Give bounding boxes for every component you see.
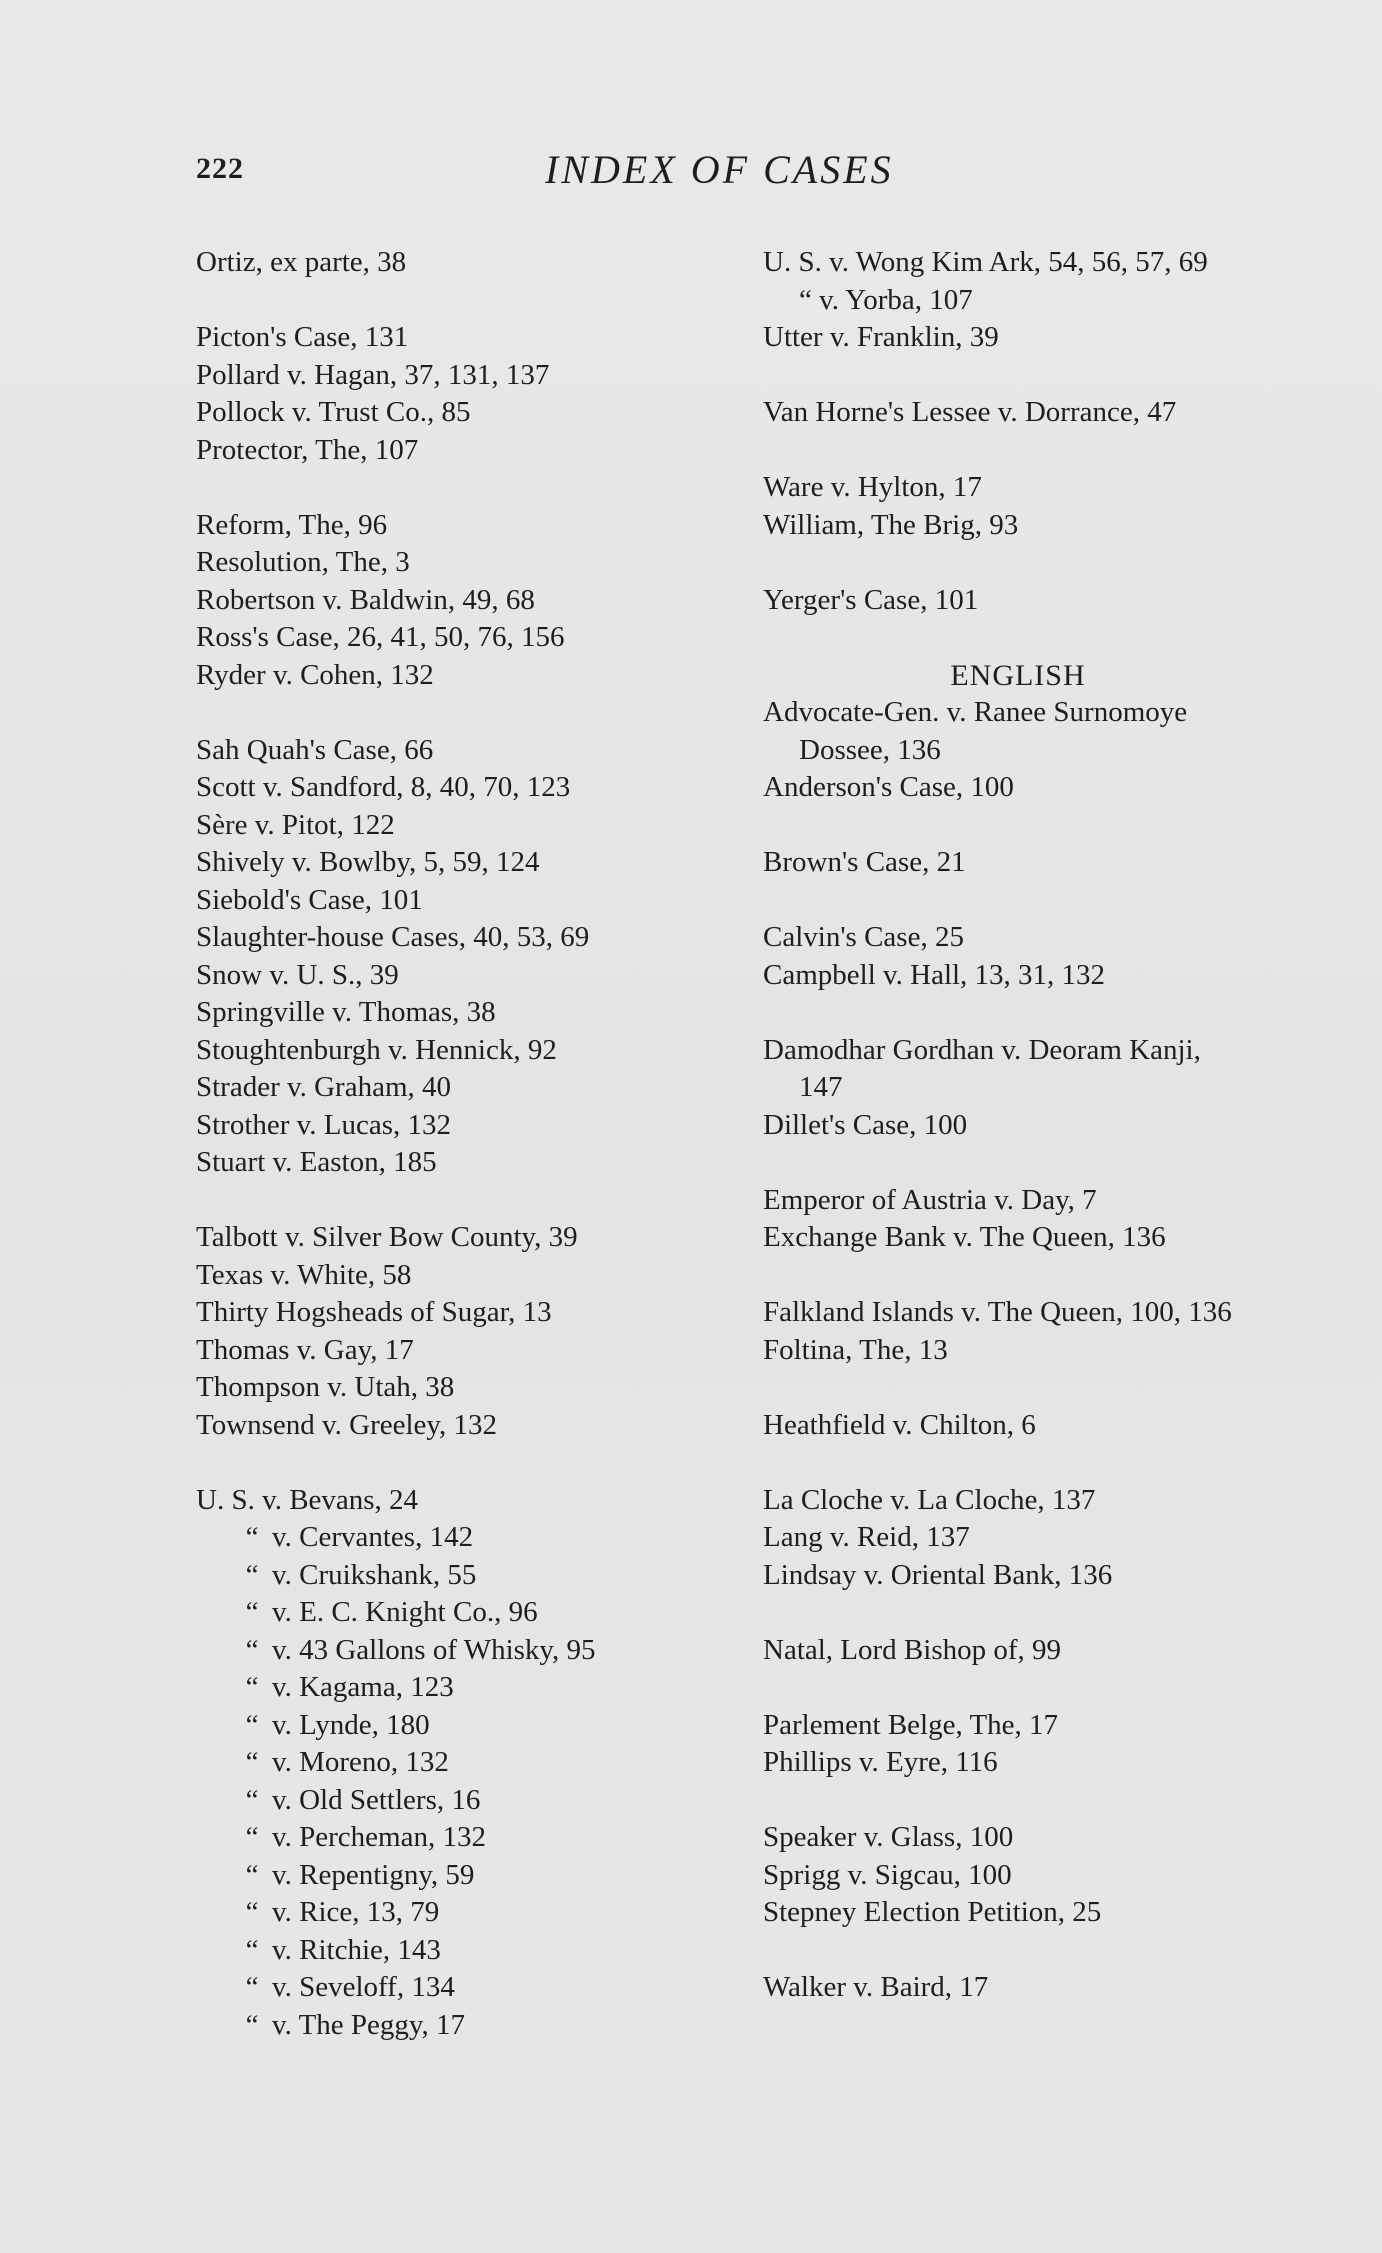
index-entry: Picton's Case, 131 — [196, 321, 409, 353]
index-entry: Protector, The, 107 — [196, 433, 419, 466]
index-entry: William, The Brig, 93 — [763, 508, 1019, 541]
index-entry: Utter v. Franklin, 39 — [763, 321, 999, 353]
sub-entry-text: v. Ritchie, 143 — [272, 1933, 441, 1966]
index-entry-continuation: Dossee, 136 — [799, 733, 941, 766]
index-entry: Strader v. Graham, 40 — [196, 1071, 452, 1103]
entry-gap — [763, 1932, 1303, 1970]
index-entry-us-sub — [196, 1594, 676, 1632]
ditto-mark: “ — [245, 1708, 259, 1741]
sub-entry-text: v. 43 Gallons of Whisky, 95 — [272, 1633, 596, 1666]
index-entry: Dillet's Case, 100 — [763, 1108, 968, 1141]
index-entry-us-sub — [196, 1557, 676, 1595]
page-title: INDEX OF CASES — [545, 147, 894, 192]
ditto-mark: “ — [245, 2008, 259, 2041]
index-entry-us-sub — [196, 1894, 676, 1932]
section-heading-english: ENGLISH — [950, 658, 1086, 692]
index-entry-us-sub — [196, 1632, 676, 1670]
index-entry: Pollard v. Hagan, 37, 131, 137 — [196, 358, 550, 391]
entry-gap — [196, 469, 676, 507]
index-entry-us-sub — [196, 1932, 676, 1970]
index-entry: Talbott v. Silver Bow County, 39 — [196, 1221, 578, 1253]
index-entry: Siebold's Case, 101 — [196, 883, 423, 916]
sub-entry-text: v. E. C. Knight Co., 96 — [272, 1596, 538, 1628]
index-entry: Campbell v. Hall, 13, 31, 132 — [763, 958, 1106, 991]
index-entry: Stuart v. Easton, 185 — [196, 1146, 437, 1178]
index-entry: Ware v. Hylton, 17 — [763, 471, 982, 503]
index-entry: Foltina, The, 13 — [763, 1333, 948, 1366]
entry-gap — [196, 282, 676, 320]
index-entry-us-sub — [196, 1669, 676, 1707]
index-entry: Brown's Case, 21 — [763, 846, 966, 878]
entry-gap — [196, 1444, 676, 1482]
index-entry: “ v. Yorba, 107 — [799, 283, 973, 316]
index-entry: Sprigg v. Sigcau, 100 — [763, 1858, 1012, 1891]
index-entry: Sah Quah's Case, 66 — [196, 733, 434, 766]
sub-entry-text: v. Percheman, 132 — [272, 1821, 486, 1853]
ditto-mark: “ — [245, 1633, 259, 1666]
index-entry: Stepney Election Petition, 25 — [763, 1896, 1102, 1928]
entry-gap — [763, 544, 1303, 582]
index-entry-us-sub — [196, 1744, 676, 1782]
index-entry: Thirty Hogsheads of Sugar, 13 — [196, 1296, 552, 1328]
index-entry: Reform, The, 96 — [196, 508, 388, 541]
ditto-mark: “ — [245, 1896, 259, 1928]
index-entry: Ryder v. Cohen, 132 — [196, 658, 434, 691]
index-entry: Ortiz, ex parte, 38 — [196, 246, 407, 278]
index-entry: Lang v. Reid, 137 — [763, 1521, 970, 1553]
index-entry: Anderson's Case, 100 — [763, 771, 1014, 803]
ditto-mark: “ — [245, 1933, 259, 1966]
index-entry: Calvin's Case, 25 — [763, 921, 964, 953]
index-entry: La Cloche v. La Cloche, 137 — [763, 1483, 1096, 1516]
entry-gap — [763, 807, 1303, 845]
index-entry: Scott v. Sandford, 8, 40, 70, 123 — [196, 771, 571, 803]
entry-gap — [763, 1782, 1303, 1820]
index-entry: Parlement Belge, The, 17 — [763, 1708, 1059, 1741]
ditto-mark: “ — [245, 1521, 259, 1553]
index-entry: Strother v. Lucas, 132 — [196, 1108, 452, 1141]
index-entry: Phillips v. Eyre, 116 — [763, 1746, 998, 1778]
page-number: 222 — [196, 152, 244, 185]
right-column — [763, 244, 1303, 2007]
sub-entry-text: v. Cervantes, 142 — [272, 1521, 474, 1553]
index-entry: U. S. v. Wong Kim Ark, 54, 56, 57, 69 — [763, 246, 1208, 278]
sub-entry-text: v. Seveloff, 134 — [272, 1971, 455, 2003]
sub-entry-text: v. The Peggy, 17 — [272, 2008, 466, 2041]
index-entry: Exchange Bank v. The Queen, 136 — [763, 1221, 1166, 1253]
sub-entry-text: v. Lynde, 180 — [272, 1708, 430, 1741]
sub-entry-text: v. Kagama, 123 — [272, 1671, 454, 1703]
sub-entry-text: v. Cruikshank, 55 — [272, 1558, 477, 1591]
sub-entry-text: v. Moreno, 132 — [272, 1746, 449, 1778]
index-entry-us-sub — [196, 2007, 676, 2045]
index-entry: Lindsay v. Oriental Bank, 136 — [763, 1558, 1113, 1591]
index-entry: Thompson v. Utah, 38 — [196, 1371, 455, 1403]
index-entry: Slaughter-house Cases, 40, 53, 69 — [196, 921, 590, 953]
entry-gap — [763, 1444, 1303, 1482]
entry-gap — [196, 1182, 676, 1220]
index-entry: Advocate-Gen. v. Ranee Surnomoye — [763, 696, 1188, 728]
index-entry-us-sub — [196, 1707, 676, 1745]
index-entry: Natal, Lord Bishop of, 99 — [763, 1633, 1062, 1666]
index-entry-continuation: 147 — [799, 1071, 843, 1103]
index-entry: Texas v. White, 58 — [196, 1258, 412, 1291]
ditto-mark: “ — [245, 1971, 259, 2003]
entry-gap — [763, 1669, 1303, 1707]
index-entry: Falkland Islands v. The Queen, 100, 136 — [763, 1296, 1232, 1328]
index-entry: Shively v. Bowlby, 5, 59, 124 — [196, 846, 540, 878]
index-entry-us-sub — [196, 1819, 676, 1857]
entry-gap — [763, 1144, 1303, 1182]
entry-gap — [763, 994, 1303, 1032]
ditto-mark: “ — [245, 1596, 259, 1628]
index-entry: Ross's Case, 26, 41, 50, 76, 156 — [196, 621, 565, 653]
index-entry: Sère v. Pitot, 122 — [196, 808, 395, 841]
index-entry: Thomas v. Gay, 17 — [196, 1333, 414, 1366]
index-entry: Walker v. Baird, 17 — [763, 1971, 989, 2003]
ditto-mark: “ — [245, 1783, 259, 1816]
index-entry: Townsend v. Greeley, 132 — [196, 1408, 498, 1441]
index-entry: Robertson v. Baldwin, 49, 68 — [196, 583, 535, 616]
index-entry-us-sub — [196, 1782, 676, 1820]
index-entry: Stoughtenburgh v. Hennick, 92 — [196, 1033, 557, 1066]
left-column — [196, 244, 676, 2044]
index-entry: Pollock v. Trust Co., 85 — [196, 396, 471, 428]
index-entry: Van Horne's Lessee v. Dorrance, 47 — [763, 396, 1177, 428]
sub-entry-text: v. Rice, 13, 79 — [272, 1896, 440, 1928]
entry-gap — [763, 1257, 1303, 1295]
entry-gap — [763, 619, 1303, 657]
ditto-mark: “ — [245, 1558, 259, 1591]
entry-gap — [763, 357, 1303, 395]
index-entry-us-sub — [196, 1519, 676, 1557]
ditto-mark: “ — [245, 1858, 259, 1891]
index-entry: Resolution, The, 3 — [196, 546, 410, 578]
entry-gap — [763, 432, 1303, 470]
entry-gap — [196, 694, 676, 732]
index-entry: Emperor of Austria v. Day, 7 — [763, 1183, 1097, 1216]
index-entry: Damodhar Gordhan v. Deoram Kanji, — [763, 1033, 1201, 1066]
ditto-mark: “ — [245, 1671, 259, 1703]
index-entry-us-sub — [196, 1857, 676, 1895]
index-entry: Springville v. Thomas, 38 — [196, 996, 496, 1028]
index-entry: Heathfield v. Chilton, 6 — [763, 1408, 1036, 1441]
sub-entry-text: v. Repentigny, 59 — [272, 1858, 475, 1891]
entry-gap — [763, 1594, 1303, 1632]
index-entry: Snow v. U. S., 39 — [196, 958, 399, 991]
sub-entry-text: v. Old Settlers, 16 — [272, 1783, 481, 1816]
index-entry: U. S. v. Bevans, 24 — [196, 1483, 419, 1516]
entry-gap — [763, 882, 1303, 920]
ditto-mark: “ — [245, 1746, 259, 1778]
ditto-mark: “ — [245, 1821, 259, 1853]
index-entry-us-sub — [196, 1969, 676, 2007]
index-entry: Speaker v. Glass, 100 — [763, 1821, 1014, 1853]
index-entry: Yerger's Case, 101 — [763, 583, 979, 616]
entry-gap — [763, 1369, 1303, 1407]
